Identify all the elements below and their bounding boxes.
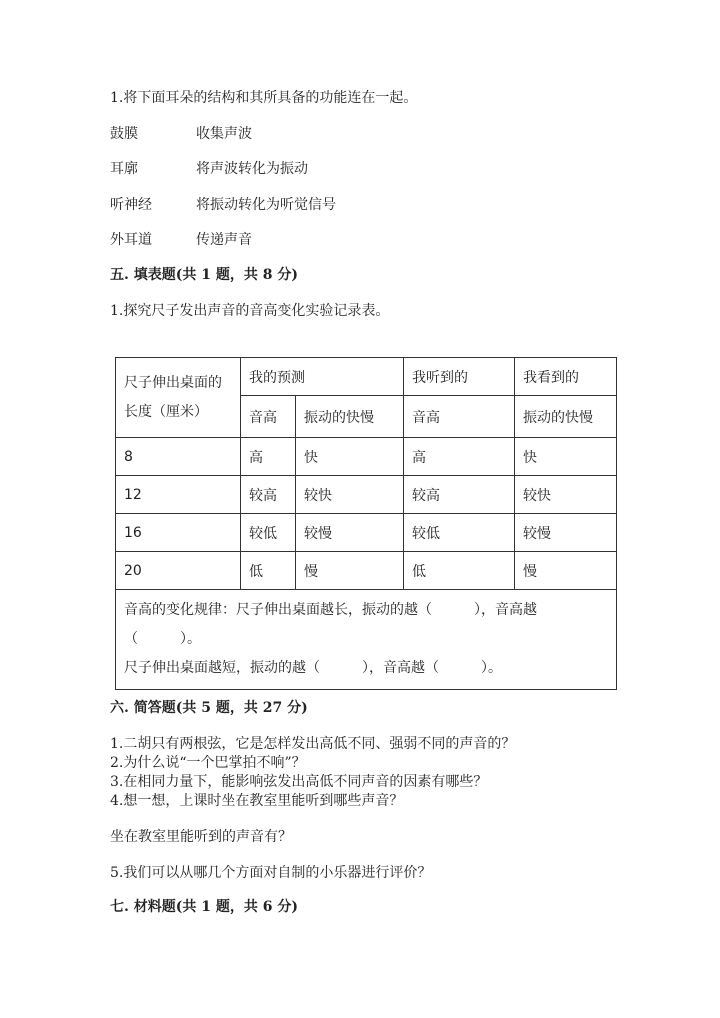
- table-row: [116, 514, 617, 552]
- header-length: 尺子伸出桌面的长度（厘米）: [116, 358, 241, 438]
- table-cell: 快: [515, 438, 617, 476]
- table-cell: 高: [241, 438, 296, 476]
- match-right-item: 传递声音: [196, 232, 252, 248]
- subheader-speed: 振动的快慢: [296, 396, 404, 438]
- table-cell: 较快: [515, 476, 617, 514]
- table-cell: 较低: [241, 514, 296, 552]
- table-cell: 较快: [296, 476, 404, 514]
- pitch-rule-line-2: 尺子伸出桌面越短，振动的越（ ），音高越（ ）。: [124, 660, 502, 676]
- header-heard: 我听到的: [404, 358, 515, 396]
- section-5-question: 1.探究尺子发出声音的音高变化实验记录表。: [110, 303, 390, 319]
- table-cell: 8: [116, 438, 241, 476]
- table-row: [116, 476, 617, 514]
- table-cell: 较高: [241, 476, 296, 514]
- table-cell: 较高: [404, 476, 515, 514]
- match-left-item: 外耳道: [110, 232, 152, 248]
- short-answer-question: 5.我们可以从哪几个方面对自制的小乐器进行评价？: [110, 865, 432, 881]
- short-answer-question: 3.在相同力量下，能影响弦发出高低不同声音的因素有哪些？: [110, 774, 488, 790]
- table-cell: 16: [116, 514, 241, 552]
- subheader-pitch: 音高: [404, 396, 515, 438]
- table-cell: 低: [404, 552, 515, 590]
- table-cell: 快: [296, 438, 404, 476]
- table-cell: 高: [404, 438, 515, 476]
- match-right-item: 收集声波: [196, 126, 252, 142]
- match-left-item: 耳廓: [110, 161, 138, 177]
- section-5-title: 五. 填表题(共 1 题，共 8 分): [110, 267, 298, 283]
- match-right-item: 将振动转化为听觉信号: [196, 197, 336, 213]
- match-question: 1.将下面耳朵的结构和其所具备的功能连在一起。: [110, 90, 418, 106]
- header-seen: 我看到的: [515, 358, 617, 396]
- subheader-pitch: 音高: [241, 396, 296, 438]
- answer-prompt: 坐在教室里能听到的声音有？: [110, 829, 292, 845]
- table-cell: 较低: [404, 514, 515, 552]
- pitch-rule-line-1: 音高的变化规律：尺子伸出桌面越长，振动的越（ ），音高越（ ）。: [124, 602, 537, 647]
- subheader-speed: 振动的快慢: [515, 396, 617, 438]
- section-6-title: 六. 简答题(共 5 题，共 27 分): [110, 700, 308, 716]
- pitch-rule-cell: [116, 590, 617, 690]
- table-cell: 慢: [296, 552, 404, 590]
- section-7-title: 七. 材料题(共 1 题，共 6 分): [110, 899, 298, 915]
- short-answer-question: 4.想一想，上课时坐在教室里能听到哪些声音？: [110, 793, 404, 809]
- short-answer-question: 1.二胡只有两根弦，它是怎样发出高低不同、强弱不同的声音的？: [110, 736, 516, 752]
- match-right-item: 将声波转化为振动: [196, 161, 308, 177]
- short-answer-question: 2.为什么说“一个巴掌拍不响”？: [110, 755, 306, 771]
- match-left-item: 鼓膜: [110, 126, 138, 142]
- header-predict: 我的预测: [241, 358, 404, 396]
- table-cell: 较慢: [296, 514, 404, 552]
- table-cell: 低: [241, 552, 296, 590]
- table-cell: 慢: [515, 552, 617, 590]
- table-cell: 20: [116, 552, 241, 590]
- table-row: [116, 438, 617, 476]
- match-left-item: 听神经: [110, 197, 152, 213]
- record-table: [115, 357, 617, 690]
- table-cell: 较慢: [515, 514, 617, 552]
- table-cell: 12: [116, 476, 241, 514]
- table-row: [116, 552, 617, 590]
